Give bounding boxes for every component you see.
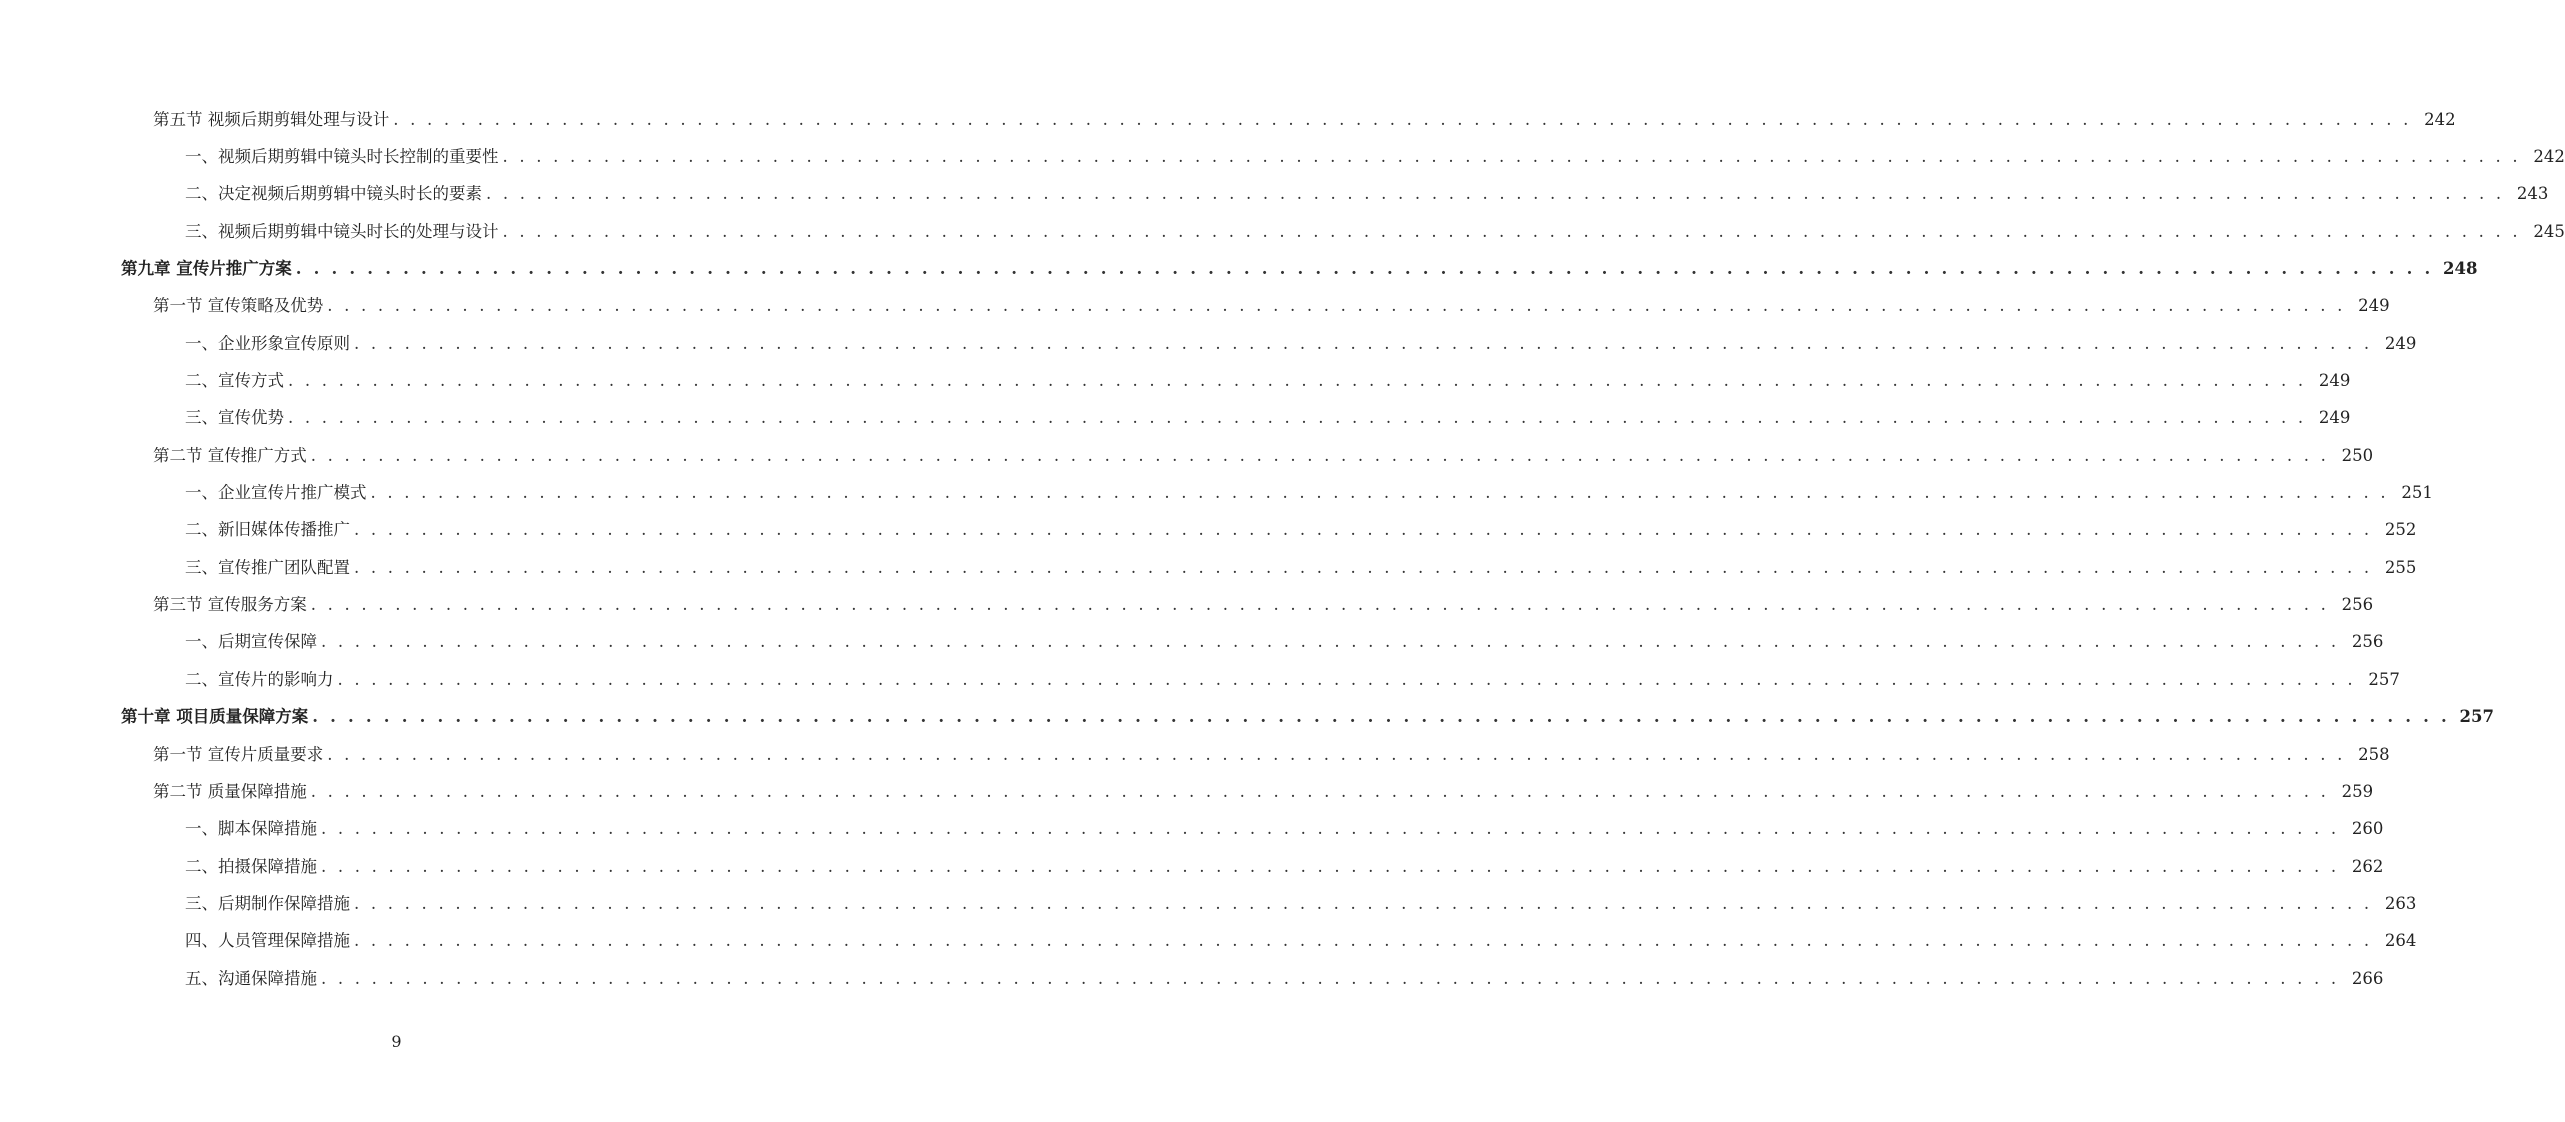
toc-entry-title: 二、宣传方式 (185, 371, 284, 391)
toc-section-entry[interactable] (0, 288, 2390, 325)
dot-leader: . . . . . . . . . . . . . . . . . . . . . . . . . . . . . . . . . . . . . . . . . . . . . . . . . . . . . . . . . . . . . . . . . . . . . . . . . . . . . . . . . . . . . . . . . . . . . . . . . . . . . . . . . . . . . . . . . . . . . . . . (312, 707, 2450, 727)
toc-entry-page: 257 (2368, 669, 2400, 689)
toc-entry-title: 三、宣传优势 (185, 408, 284, 428)
dot-leader: . . . . . . . . . . . . . . . . . . . . . . . . . . . . . . . . . . . . . . . . . . . . . . . . . . . . . . . . . . . . . . . . . . . . . . . . . . . . . . . . . . . . . . . . . . . . . . . . . . . . . . . . . . . . . . . . . . . . . . . . (295, 259, 2434, 279)
dot-leader: . . . . . . . . . . . . . . . . . . . . . . . . . . . . . . . . . . . . . . . . . . . . . . . . . . . . . . . . . . . . . . . . . . . . . . . . . . . . . . . . . . . . . . . . . . . . . . . . . . . . . . . . . . . . . . . . . . . . . . . . (354, 893, 2373, 913)
toc-entry-page: 259 (2341, 781, 2374, 801)
toc-entry-title: 二、拍摄保障措施 (185, 856, 317, 876)
dot-leader: . . . . . . . . . . . . . . . . . . . . . . . . . . . . . . . . . . . . . . . . . . . . . . . . . . . . . . . . . . . . . . . . . . . . . . . . . . . . . . . . . . . . . . . . . . . . . . . . . . . . . . . . . . . . . . . . . . . . . . . . (337, 669, 2356, 689)
toc-entry-title: 一、企业宣传片推广模式 (185, 483, 367, 503)
toc-entry-page: 256 (2341, 595, 2374, 615)
toc-entry-page: 249 (2358, 296, 2390, 316)
toc-entry-page: 250 (2341, 445, 2374, 465)
dot-leader: . . . . . . . . . . . . . . . . . . . . . . . . . . . . . . . . . . . . . . . . . . . . . . . . . . . . . . . . . . . . . . . . . . . . . . . . . . . . . . . . . . . . . . . . . . . . . . . . . . . . . . . . . . . . . . . . . . . . . . . . (354, 931, 2373, 951)
dot-leader: . . . . . . . . . . . . . . . . . . . . . . . . . . . . . . . . . . . . . . . . . . . . . . . . . . . . . . . . . . . . . . . . . . . . . . . . . . . . . . . . . . . . . . . . . . . . . . . . . . . . . . . . . . . . . . . . . . . . . . . . (310, 781, 2330, 801)
toc-entry-title: 三、视频后期剪辑中镜头时长的处理与设计 (185, 221, 499, 241)
toc-subsection-entry[interactable] (0, 624, 2384, 661)
toc-chapter-entry[interactable] (0, 699, 2494, 736)
toc-entry-page: 252 (2384, 520, 2417, 540)
dot-leader: . . . . . . . . . . . . . . . . . . . . . . . . . . . . . . . . . . . . . . . . . . . . . . . . . . . . . . . . . . . . . . . . . . . . . . . . . . . . . . . . . . . . . . . . . . . . . . . . . . . . . . . . . . . . . . . . . . . . . . . . (327, 296, 2346, 316)
dot-leader: . . . . . . . . . . . . . . . . . . . . . . . . . . . . . . . . . . . . . . . . . . . . . . . . . . . . . . . . . . . . . . . . . . . . . . . . . . . . . . . . . . . . . . . . . . . . . . . . . . . . . . . . . . . . . . . . . . . . . . . . (310, 445, 2330, 465)
dot-leader: . . . . . . . . . . . . . . . . . . . . . . . . . . . . . . . . . . . . . . . . . . . . . . . . . . . . . . . . . . . . . . . . . . . . . . . . . . . . . . . . . . . . . . . . . . . . . . . . . . . . . . . . . . . . . . . . . . . . . . . . (327, 744, 2346, 764)
toc-entry-page: 260 (2351, 819, 2384, 839)
dot-leader: . . . . . . . . . . . . . . . . . . . . . . . . . . . . . . . . . . . . . . . . . . . . . . . . . . . . . . . . . . . . . . . . . . . . . . . . . . . . . . . . . . . . . . . . . . . . . . . . . . . . . . . . . . . . . . . . . . . . . . . . (502, 147, 2521, 167)
toc-section-entry[interactable] (0, 101, 2456, 138)
toc-section-entry[interactable] (0, 736, 2390, 773)
toc-subsection-entry[interactable] (0, 400, 2351, 437)
table-of-contents (0, 101, 2565, 997)
toc-entry-page: 245 (2533, 221, 2565, 241)
toc-entry-title: 第五节 视频后期剪辑处理与设计 (153, 109, 390, 129)
toc-entry-page: 262 (2351, 856, 2384, 876)
toc-section-entry[interactable] (0, 773, 2374, 810)
toc-entry-page: 257 (2459, 707, 2494, 727)
toc-entry-page: 242 (2533, 147, 2565, 167)
dot-leader: . . . . . . . . . . . . . . . . . . . . . . . . . . . . . . . . . . . . . . . . . . . . . . . . . . . . . . . . . . . . . . . . . . . . . . . . . . . . . . . . . . . . . . . . . . . . . . . . . . . . . . . . . . . . . . . . . . . . . . . . (354, 557, 2373, 577)
toc-entry-title: 第一节 宣传片质量要求 (153, 744, 324, 764)
dot-leader: . . . . . . . . . . . . . . . . . . . . . . . . . . . . . . . . . . . . . . . . . . . . . . . . . . . . . . . . . . . . . . . . . . . . . . . . . . . . . . . . . . . . . . . . . . . . . . . . . . . . . . . . . . . . . . . . . . . . . . . . (321, 968, 2340, 988)
toc-subsection-entry[interactable] (0, 885, 2417, 922)
dot-leader: . . . . . . . . . . . . . . . . . . . . . . . . . . . . . . . . . . . . . . . . . . . . . . . . . . . . . . . . . . . . . . . . . . . . . . . . . . . . . . . . . . . . . . . . . . . . . . . . . . . . . . . . . . . . . . . . . . . . . . . . (288, 408, 2307, 428)
dot-leader: . . . . . . . . . . . . . . . . . . . . . . . . . . . . . . . . . . . . . . . . . . . . . . . . . . . . . . . . . . . . . . . . . . . . . . . . . . . . . . . . . . . . . . . . . . . . . . . . . . . . . . . . . . . . . . . . . . . . . . . . (502, 221, 2521, 241)
toc-entry-title: 二、新旧媒体传播推广 (185, 520, 350, 540)
toc-entry-title: 一、视频后期剪辑中镜头时长控制的重要性 (185, 147, 499, 167)
toc-entry-page: 248 (2443, 259, 2478, 279)
toc-subsection-entry[interactable] (0, 138, 2565, 175)
toc-subsection-entry[interactable] (0, 474, 2433, 511)
toc-chapter-entry[interactable] (0, 250, 2478, 287)
toc-entry-title: 一、企业形象宣传原则 (185, 333, 350, 353)
toc-entry-page: 264 (2384, 931, 2417, 951)
toc-entry-page: 249 (2384, 333, 2417, 353)
toc-entry-page: 249 (2318, 371, 2351, 391)
toc-section-entry[interactable] (0, 586, 2374, 623)
page-number: 9 (391, 1032, 402, 1051)
dot-leader: . . . . . . . . . . . . . . . . . . . . . . . . . . . . . . . . . . . . . . . . . . . . . . . . . . . . . . . . . . . . . . . . . . . . . . . . . . . . . . . . . . . . . . . . . . . . . . . . . . . . . . . . . . . . . . . . . . . . . . . . (321, 819, 2340, 839)
toc-entry-page: 258 (2358, 744, 2390, 764)
toc-entry-title: 二、宣传片的影响力 (185, 669, 334, 689)
dot-leader: . . . . . . . . . . . . . . . . . . . . . . . . . . . . . . . . . . . . . . . . . . . . . . . . . . . . . . . . . . . . . . . . . . . . . . . . . . . . . . . . . . . . . . . . . . . . . . . . . . . . . . . . . . . . . . . . . . . . . . . . (354, 333, 2373, 353)
dot-leader: . . . . . . . . . . . . . . . . . . . . . . . . . . . . . . . . . . . . . . . . . . . . . . . . . . . . . . . . . . . . . . . . . . . . . . . . . . . . . . . . . . . . . . . . . . . . . . . . . . . . . . . . . . . . . . . . . . . . . . . . (393, 109, 2412, 129)
toc-subsection-entry[interactable] (0, 325, 2417, 362)
dot-leader: . . . . . . . . . . . . . . . . . . . . . . . . . . . . . . . . . . . . . . . . . . . . . . . . . . . . . . . . . . . . . . . . . . . . . . . . . . . . . . . . . . . . . . . . . . . . . . . . . . . . . . . . . . . . . . . . . . . . . . . . (321, 632, 2340, 652)
toc-entry-title: 一、脚本保障措施 (185, 819, 317, 839)
toc-entry-title: 第二节 质量保障措施 (153, 781, 307, 801)
toc-subsection-entry[interactable] (0, 176, 2549, 213)
toc-subsection-entry[interactable] (0, 960, 2384, 997)
toc-entry-page: 242 (2424, 109, 2456, 129)
dot-leader: . . . . . . . . . . . . . . . . . . . . . . . . . . . . . . . . . . . . . . . . . . . . . . . . . . . . . . . . . . . . . . . . . . . . . . . . . . . . . . . . . . . . . . . . . . . . . . . . . . . . . . . . . . . . . . . . . . . . . . . . (486, 184, 2505, 204)
dot-leader: . . . . . . . . . . . . . . . . . . . . . . . . . . . . . . . . . . . . . . . . . . . . . . . . . . . . . . . . . . . . . . . . . . . . . . . . . . . . . . . . . . . . . . . . . . . . . . . . . . . . . . . . . . . . . . . . . . . . . . . . (354, 520, 2373, 540)
dot-leader: . . . . . . . . . . . . . . . . . . . . . . . . . . . . . . . . . . . . . . . . . . . . . . . . . . . . . . . . . . . . . . . . . . . . . . . . . . . . . . . . . . . . . . . . . . . . . . . . . . . . . . . . . . . . . . . . . . . . . . . . (321, 856, 2340, 876)
toc-subsection-entry[interactable] (0, 848, 2384, 885)
toc-entry-title: 二、决定视频后期剪辑中镜头时长的要素 (185, 184, 482, 204)
toc-entry-title: 第十章 项目质量保障方案 (121, 707, 309, 727)
dot-leader: . . . . . . . . . . . . . . . . . . . . . . . . . . . . . . . . . . . . . . . . . . . . . . . . . . . . . . . . . . . . . . . . . . . . . . . . . . . . . . . . . . . . . . . . . . . . . . . . . . . . . . . . . . . . . . . . . . . . . . . . (310, 595, 2330, 615)
toc-entry-title: 一、后期宣传保障 (185, 632, 317, 652)
dot-leader: . . . . . . . . . . . . . . . . . . . . . . . . . . . . . . . . . . . . . . . . . . . . . . . . . . . . . . . . . . . . . . . . . . . . . . . . . . . . . . . . . . . . . . . . . . . . . . . . . . . . . . . . . . . . . . . . . . . . . . . . (288, 371, 2307, 391)
toc-entry-title: 三、宣传推广团队配置 (185, 557, 350, 577)
toc-subsection-entry[interactable] (0, 549, 2417, 586)
toc-entry-title: 四、人员管理保障措施 (185, 931, 350, 951)
toc-entry-title: 第三节 宣传服务方案 (153, 595, 307, 615)
toc-entry-page: 256 (2351, 632, 2384, 652)
toc-entry-title: 三、后期制作保障措施 (185, 893, 350, 913)
dot-leader: . . . . . . . . . . . . . . . . . . . . . . . . . . . . . . . . . . . . . . . . . . . . . . . . . . . . . . . . . . . . . . . . . . . . . . . . . . . . . . . . . . . . . . . . . . . . . . . . . . . . . . . . . . . . . . . . . . . . . . . . (370, 483, 2389, 503)
toc-entry-title: 第九章 宣传片推广方案 (121, 259, 292, 279)
toc-entry-page: 263 (2384, 893, 2417, 913)
toc-entry-page: 251 (2401, 483, 2433, 503)
toc-entry-page: 255 (2384, 557, 2417, 577)
toc-section-entry[interactable] (0, 437, 2374, 474)
toc-entry-title: 第二节 宣传推广方式 (153, 445, 307, 465)
toc-subsection-entry[interactable] (0, 661, 2400, 698)
toc-entry-page: 243 (2516, 184, 2549, 204)
toc-entry-title: 第一节 宣传策略及优势 (153, 296, 324, 316)
toc-subsection-entry[interactable] (0, 512, 2417, 549)
toc-subsection-entry[interactable] (0, 923, 2417, 960)
toc-entry-page: 249 (2318, 408, 2351, 428)
toc-subsection-entry[interactable] (0, 213, 2565, 250)
toc-subsection-entry[interactable] (0, 811, 2384, 848)
toc-entry-title: 五、沟通保障措施 (185, 968, 317, 988)
toc-subsection-entry[interactable] (0, 362, 2351, 399)
toc-entry-page: 266 (2351, 968, 2384, 988)
